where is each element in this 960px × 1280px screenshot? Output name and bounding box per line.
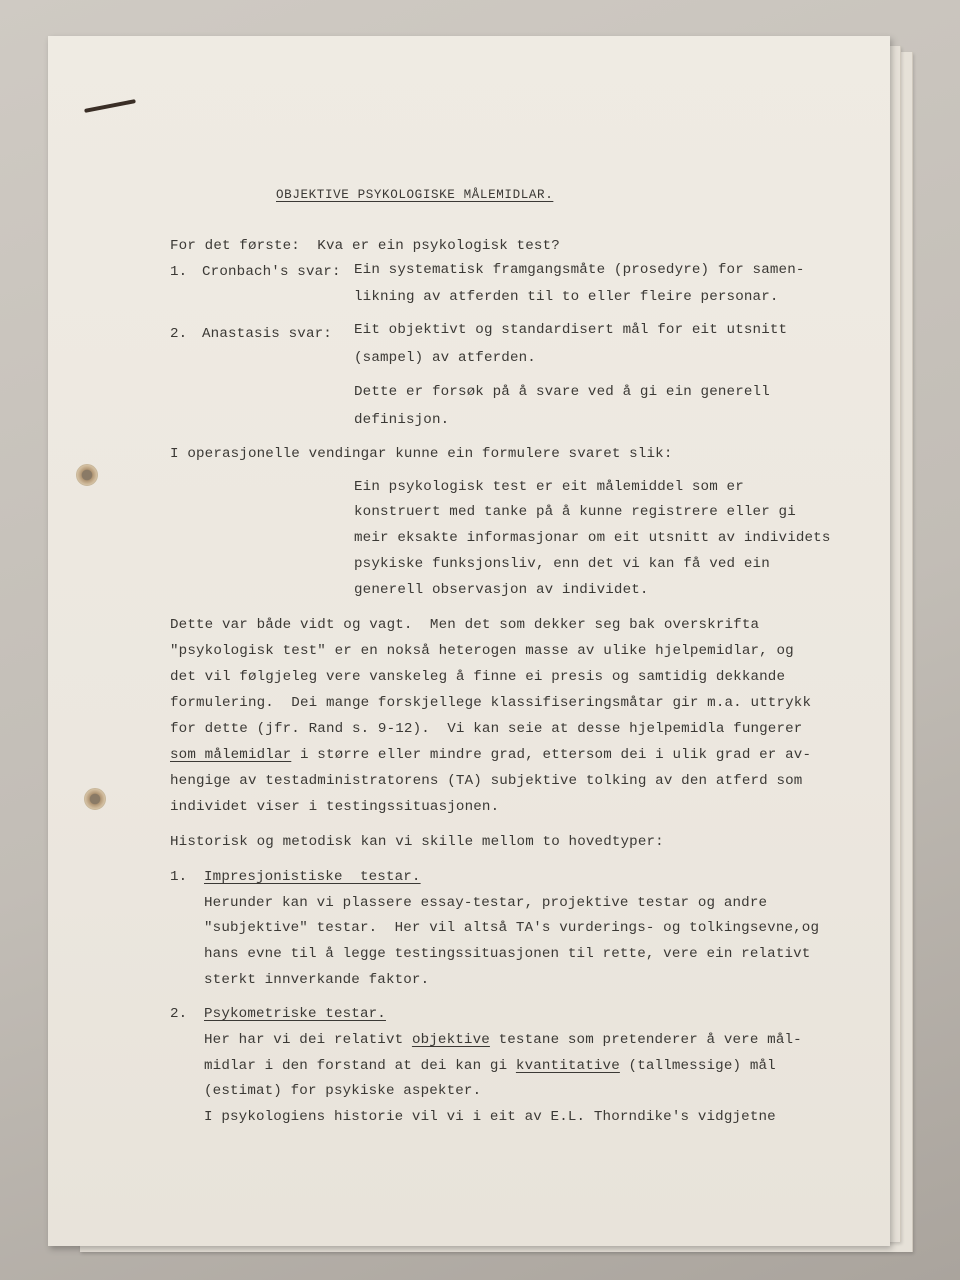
paragraph-line: det vil følgjeleg vere vanskeleg å finne ei presis og samtidig dekkande	[170, 669, 786, 685]
type-line: I psykologiens historie vil vi i eit av E.L. Thorndike's vidgjetne	[204, 1109, 776, 1125]
underlined-word: kvantitative	[515, 1058, 620, 1074]
answer-line: Eit objektivt og standardisert mål for eit utsnitt	[354, 322, 788, 338]
answer-label: Anastasis svar:	[202, 326, 332, 342]
paragraph-line-rest: i større eller mindre grad, ettersom dei i ulik grad er av-	[291, 747, 812, 763]
operational-def-line: meir eksakte informasjonar om eit utsnitt av individets	[354, 530, 831, 546]
operational-def-line: psykiske funksjonsliv, enn det vi kan få ved ein	[354, 556, 770, 572]
type-line-part: midlar i den forstand at dei kan gi	[204, 1058, 516, 1074]
type-line: Herunder kan vi plassere essay-testar, projektive testar og andre	[204, 895, 768, 911]
definition-note-line: Dette er forsøk på å svare ved å gi ein generell	[354, 384, 770, 400]
type-line: sterkt innverkande faktor.	[204, 972, 430, 988]
operational-def-line: Ein psykologisk test er eit målemiddel som er	[354, 479, 744, 495]
type-line: (estimat) for psykiske aspekter.	[204, 1083, 482, 1099]
intro-question: For det første: Kva er ein psykologisk test?	[170, 238, 560, 254]
answer-line: (sampel) av atferden.	[354, 350, 536, 366]
operational-def-line: generell observasjon av individet.	[354, 582, 649, 598]
type-line	[204, 1058, 776, 1074]
operational-intro: I operasjonelle vendingar kunne ein formulere svaret slik:	[170, 446, 673, 462]
operational-def-line: konstruert med tanke på å kunne registrere eller gi	[354, 504, 796, 520]
answer-number: 2.	[170, 326, 188, 342]
answer-line: likning av atferden til to eller fleire personar.	[354, 289, 779, 305]
type-line: hans evne til å legge testingssituasjonen til rette, vere ein relativt	[204, 946, 811, 962]
type-line-part: Her har vi dei relativt	[204, 1032, 412, 1048]
punch-hole-top	[76, 464, 98, 486]
answer-number: 1.	[170, 264, 188, 280]
definition-note-line: definisjon.	[354, 412, 450, 428]
underlined-word: objektive	[411, 1032, 490, 1048]
answer-line: Ein systematisk framgangsmåte (prosedyre) for samen-	[354, 262, 805, 278]
paragraph-line: individet viser i testingssituasjonen.	[170, 799, 500, 815]
paragraph-line: hengige av testadministratorens (TA) subjektive tolking av den atferd som	[170, 773, 803, 789]
punch-hole-bottom	[84, 788, 106, 810]
type-heading: Psykometriske testar.	[204, 1006, 386, 1022]
paragraph-line: "psykologisk test" er en nokså heterogen masse av ulike hjelpemidlar, og	[170, 643, 794, 659]
type-line	[204, 1032, 802, 1048]
paragraph-line	[170, 747, 811, 763]
type-line: "subjektive" testar. Her vil altså TA's vurderings- og tolkingsevne,og	[204, 920, 820, 936]
answer-label: Cronbach's svar:	[202, 264, 341, 280]
type-line-part: testane som pretenderer å vere mål-	[489, 1032, 802, 1048]
types-intro: Historisk og metodisk kan vi skille mellom to hovedtyper:	[170, 834, 664, 850]
type-number: 2.	[170, 1006, 188, 1022]
paragraph-line: formulering. Dei mange forskjellege klassifiseringsmåtar gir m.a. uttrykk	[170, 695, 812, 711]
type-number: 1.	[170, 869, 188, 885]
paragraph-line: for dette (jfr. Rand s. 9-12). Vi kan seie at desse hjelpemidla fungerer	[170, 721, 803, 737]
type-heading: Impresjonistiske testar.	[204, 869, 421, 885]
underlined-phrase: som målemidlar	[170, 747, 292, 763]
type-line-part: (tallmessige) mål	[619, 1058, 776, 1074]
page-title: OBJEKTIVE PSYKOLOGISKE MÅLEMIDLAR.	[276, 188, 554, 202]
paragraph-line: Dette var både vidt og vagt. Men det som dekker seg bak overskrifta	[170, 617, 760, 633]
